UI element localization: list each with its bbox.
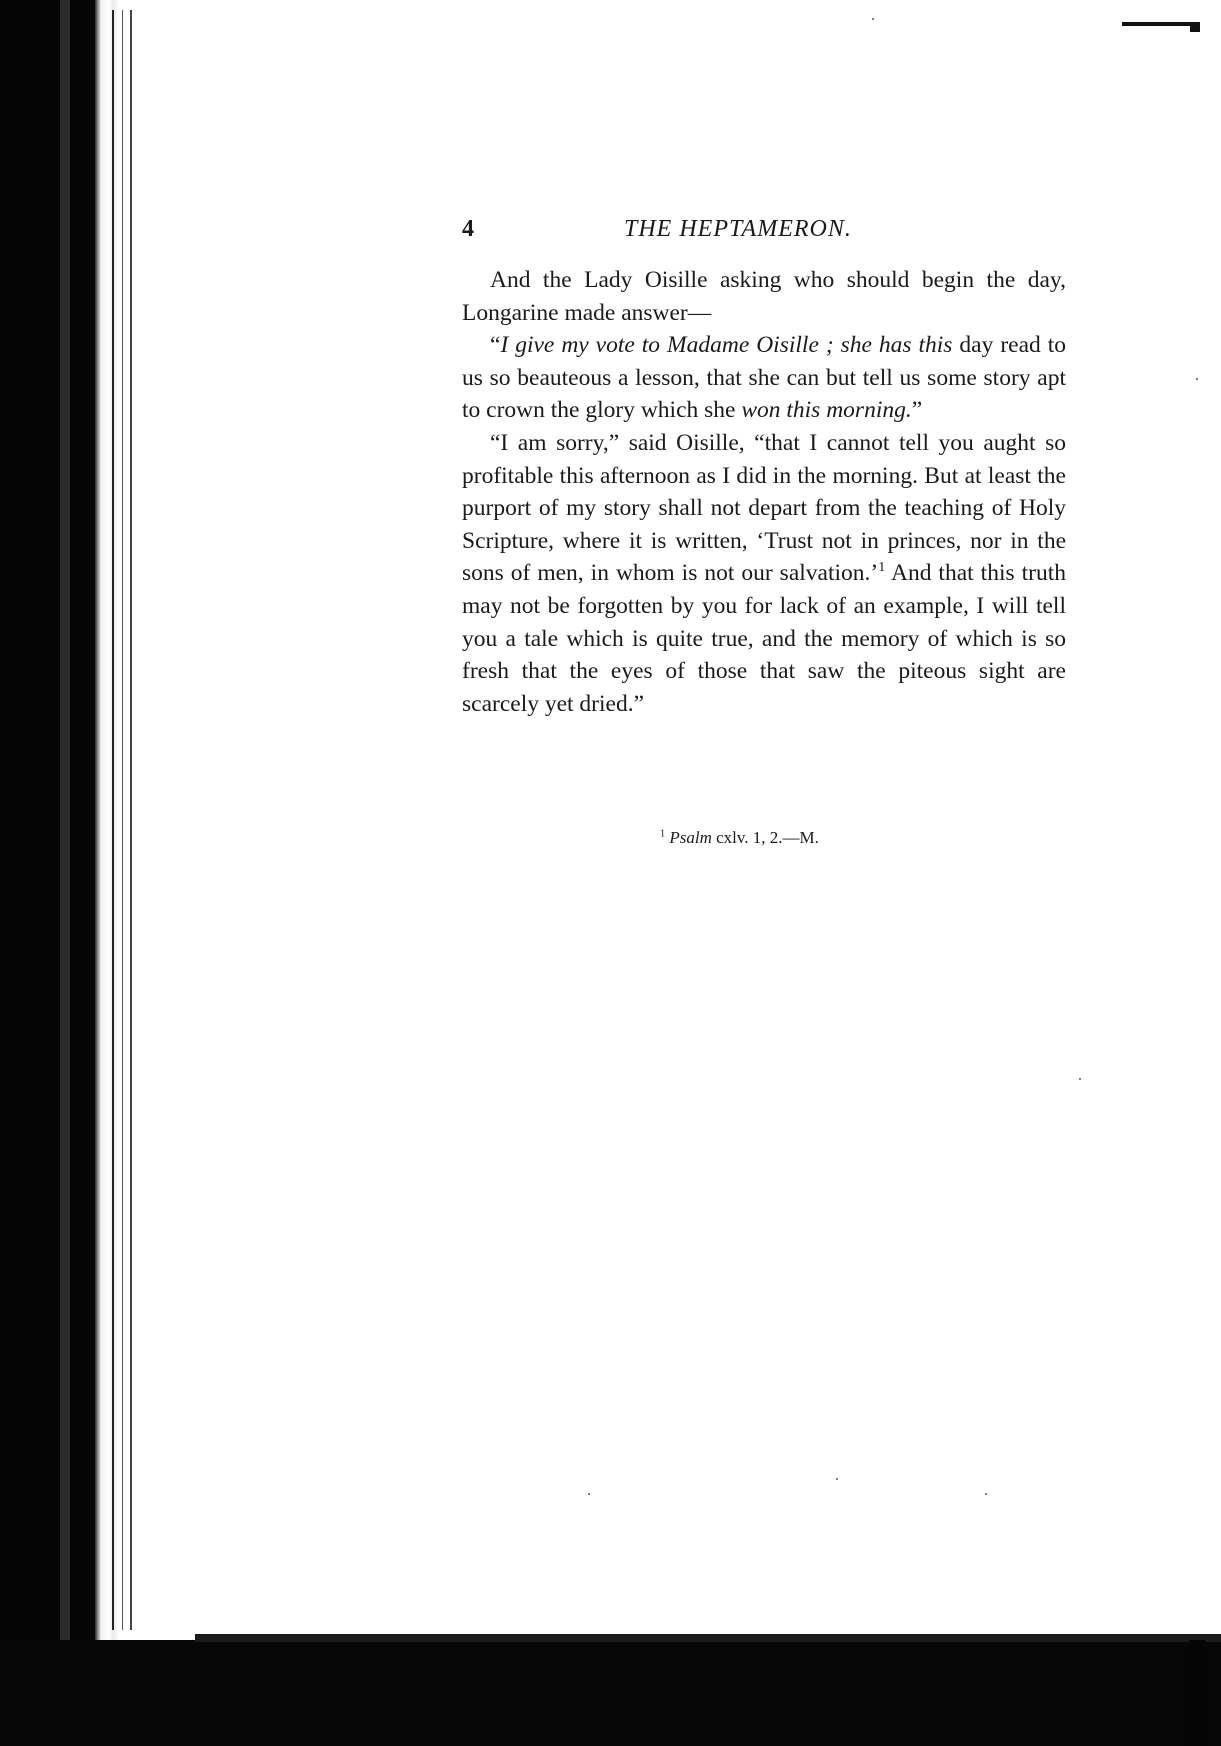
spine-highlight — [60, 0, 70, 1640]
scan-speck — [1196, 378, 1198, 380]
footnote-ref: 1 — [878, 559, 886, 576]
footnote-marker: 1 — [660, 828, 666, 840]
running-title: THE HEPTAMERON. — [624, 216, 852, 242]
footnote-source: Psalm — [669, 828, 712, 847]
page-number: 4 — [462, 216, 474, 242]
paragraph — [462, 329, 1066, 427]
open-quote: “ — [490, 332, 501, 359]
paragraph-text: “I am sorry,” said Oisille, “that I cannot tell you aught so profitable this afternoon as I did in the morning. But at least the purport of my story shall not depart from the teaching of Holy Scripture, where it is written, ‘Trust not in princes, nor in the sons of men, in whom is not our salvation.’ — [462, 429, 1066, 587]
scan-speck — [1079, 1078, 1081, 1080]
footnote-citation: cxlv. 1, 2.—M. — [711, 828, 819, 847]
page-edge-line — [122, 10, 123, 1630]
scan-speck — [836, 1478, 838, 1480]
body-text — [462, 264, 1066, 720]
page-header — [462, 216, 1066, 252]
scan-right-shadow — [1189, 1640, 1205, 1746]
page-edge-line — [112, 10, 114, 1630]
footnote — [660, 828, 819, 848]
paragraph — [462, 427, 1066, 720]
paragraph — [462, 264, 1066, 329]
book-spine-shadow — [0, 0, 95, 1746]
paragraph-text: day read to us so beauteous a lesson, that she can but tell us some story apt to crown the glory which she — [462, 332, 1066, 424]
scan-speck — [588, 1493, 590, 1495]
page-edge — [95, 0, 195, 1640]
scan-speck — [872, 18, 874, 20]
close-quote: ” — [911, 397, 923, 424]
scan-corner-mark — [1122, 22, 1200, 26]
scan-bottom-shadow — [0, 1640, 1221, 1746]
paragraph-text: And the Lady Oisille asking who should begin the day, Longarine made answer— — [462, 267, 1066, 326]
paragraph-text: And that this truth may not be forgotten by you for lack of an example, I will tell you a tale which is quite true, and the memory of which is so fresh that the eyes of those that saw the piteous sight are scarcely yet dried.” — [462, 560, 1066, 717]
scan-speck — [985, 1493, 987, 1495]
italic-text: I give my vote to Madame Oisille ; she has this — [500, 332, 953, 359]
page-edge-line — [130, 10, 132, 1630]
italic-text: won this morning. — [741, 397, 912, 424]
